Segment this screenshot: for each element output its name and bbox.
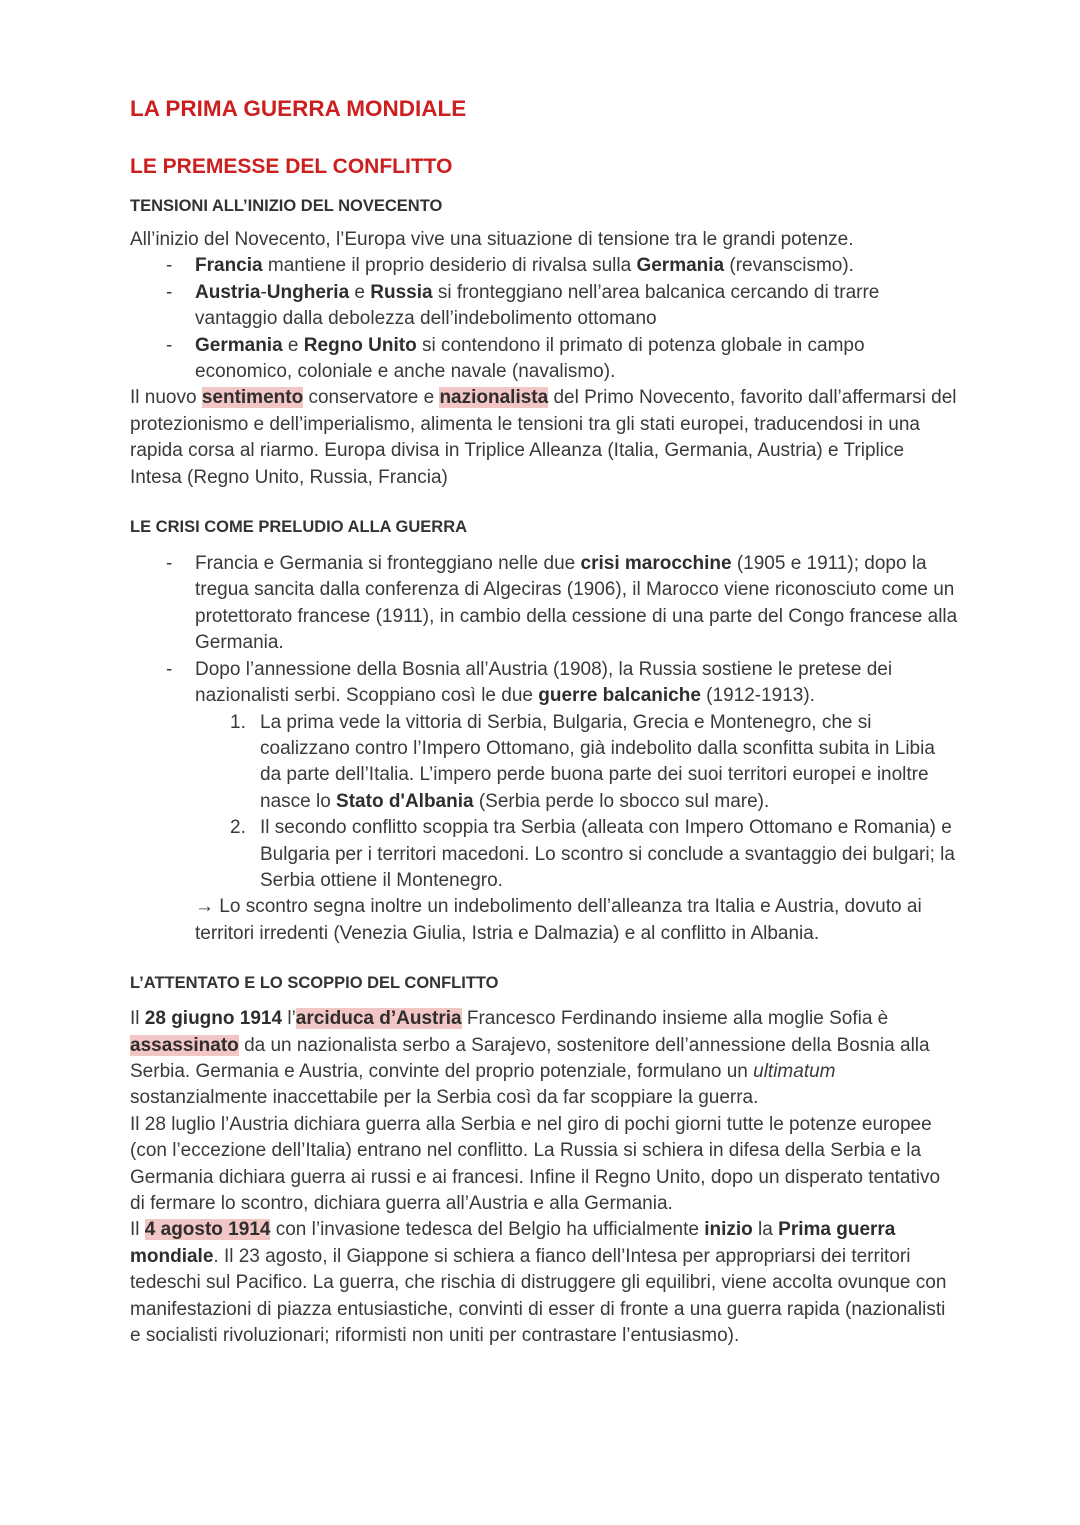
- highlight: assassinato: [130, 1034, 239, 1056]
- list-item: - Austria-Ungheria e Russia si fronteggiano nell’area balcanica cercando di trarre vantaggio dalla debolezza dell’indebolimento ottomano: [130, 280, 960, 333]
- highlight: 4 agosto 1914: [144, 1219, 271, 1241]
- section-attentato: [130, 972, 960, 1349]
- section-heading: TENSIONI ALL’INIZIO DEL NOVECENTO: [130, 197, 443, 215]
- paragraph: Il 4 agosto 1914 con l’invasione tedesca del Belgio ha ufficialmente inizio la Prima guerra mondiale. Il 23 agosto, il Giappone si schiera a fianco dell’Intesa per appropriarsi dei territori tedeschi sul Pacifico. La guerra, che rischia di distruggere gli equilibri, viene accolta ovunque con manifestazioni di piazza entusiastiche, convinti di esser di fronte a una guerra rapida (nazionalisti e socialisti rivoluzionari; riformisti non uniti per contrastare l’entusiasmo).: [130, 1219, 947, 1347]
- list-item: - Francia mantiene il proprio desiderio di rivalsa sulla Germania (revanscismo).: [130, 253, 960, 279]
- numbered-list: [130, 710, 960, 895]
- paragraph: All’inizio del Novecento, l’Europa vive una situazione di tensione tra le grandi potenze.: [130, 229, 854, 250]
- list-item: - Francia e Germania si fronteggiano nelle due crisi marocchine (1905 e 1911); dopo la tregua sancita dalla conferenza di Algeciras (1906), il Marocco viene riconosciuto come un protettorato francese (1911), in cambio della cessione di una parte del Congo francese alla Germania.: [130, 551, 960, 657]
- document-content: [130, 92, 960, 1349]
- section-heading: L’ATTENTATO E LO SCOPPIO DEL CONFLITTO: [130, 974, 499, 993]
- document-title: LA PRIMA GUERRA MONDIALE: [130, 96, 467, 121]
- list-item: - Germania e Regno Unito si contendono il primato di potenza globale in campo economico, coloniale e anche navale (navalismo).: [130, 333, 960, 386]
- section-tensioni: [130, 195, 960, 491]
- list-item: 2. Il secondo conflitto scoppia tra Serbia (alleata con Impero Ottomano e Romania) e Bulgaria per i territori macedoni. Lo scontro si conclude a svantaggio dei bulgari; la Serbia ottiene il Montenegro.: [230, 817, 955, 891]
- chapter-heading: LE PREMESSE DEL CONFLITTO: [130, 155, 453, 178]
- list-item: 1. La prima vede la vittoria di Serbia, Bulgaria, Grecia e Montenegro, che si coalizzano contro l’Impero Ottomano, già indebolito dalla sconfitta subita in Libia da parte dell’Italia. L’impero perde buona parte dei suoi territori europei e inoltre nasce lo Stato d'Albania (Serbia perde lo sbocco sul mare).: [230, 711, 935, 812]
- highlight: sentimento: [201, 387, 304, 409]
- arrow-note: → Lo scontro segna inoltre un indebolimento dell’alleanza tra Italia e Austria, dovuto ai territori irredenti (Venezia Giulia, Istria e Dalmazia) e al conflitto in Albania.: [195, 896, 922, 944]
- paragraph: Il nuovo sentimento conservatore e nazionalista del Primo Novecento, favorito dall’affermarsi del protezionismo e dell’imperialismo, alimenta le tensioni tra gli stati europei, traducendosi in una rapida corsa al riarmo. Europa divisa in Triplice Alleanza (Italia, Germania, Austria) e Triplice Intesa (Regno Unito, Russia, Francia): [130, 387, 957, 488]
- paragraph: Il 28 giugno 1914 l’arciduca d’Austria Francesco Ferdinando insieme alla moglie Sofia è assassinato da un nazionalista serbo a Sarajevo, sostenitore dell’annessione della Bosnia alla Serbia. Germania e Austria, convinte del proprio potenziale, formulano un ultimatum sostanzialmente inaccettabile per la Serbia così da far scoppiare la guerra.: [130, 1008, 930, 1109]
- list-item: - Dopo l’annessione della Bosnia all’Austria (1908), la Russia sostiene le pretese dei nazionalisti serbi. Scoppiano così le due guerre balcaniche (1912-1913).: [130, 657, 960, 710]
- highlight: nazionalista: [439, 387, 549, 409]
- highlight: arciduca d’Austria: [295, 1008, 462, 1030]
- bullet-list: [130, 551, 960, 709]
- bullet-list: [130, 253, 960, 385]
- paragraph: Il 28 luglio l’Austria dichiara guerra alla Serbia e nel giro di pochi giorni tutte le potenze europee (con l’eccezione dell’Italia) entrano nel conflitto. La Russia si schiera in difesa della Serbia e la Germania dichiara guerra ai russi e ai francesi. Infine il Regno Unito, dopo un disperato tentativo di fermare lo scontro, dichiara guerra all’Austria e alla Germania.: [130, 1113, 941, 1214]
- section-heading: LE CRISI COME PRELUDIO ALLA GUERRA: [130, 518, 468, 537]
- section-crisi: [130, 516, 960, 947]
